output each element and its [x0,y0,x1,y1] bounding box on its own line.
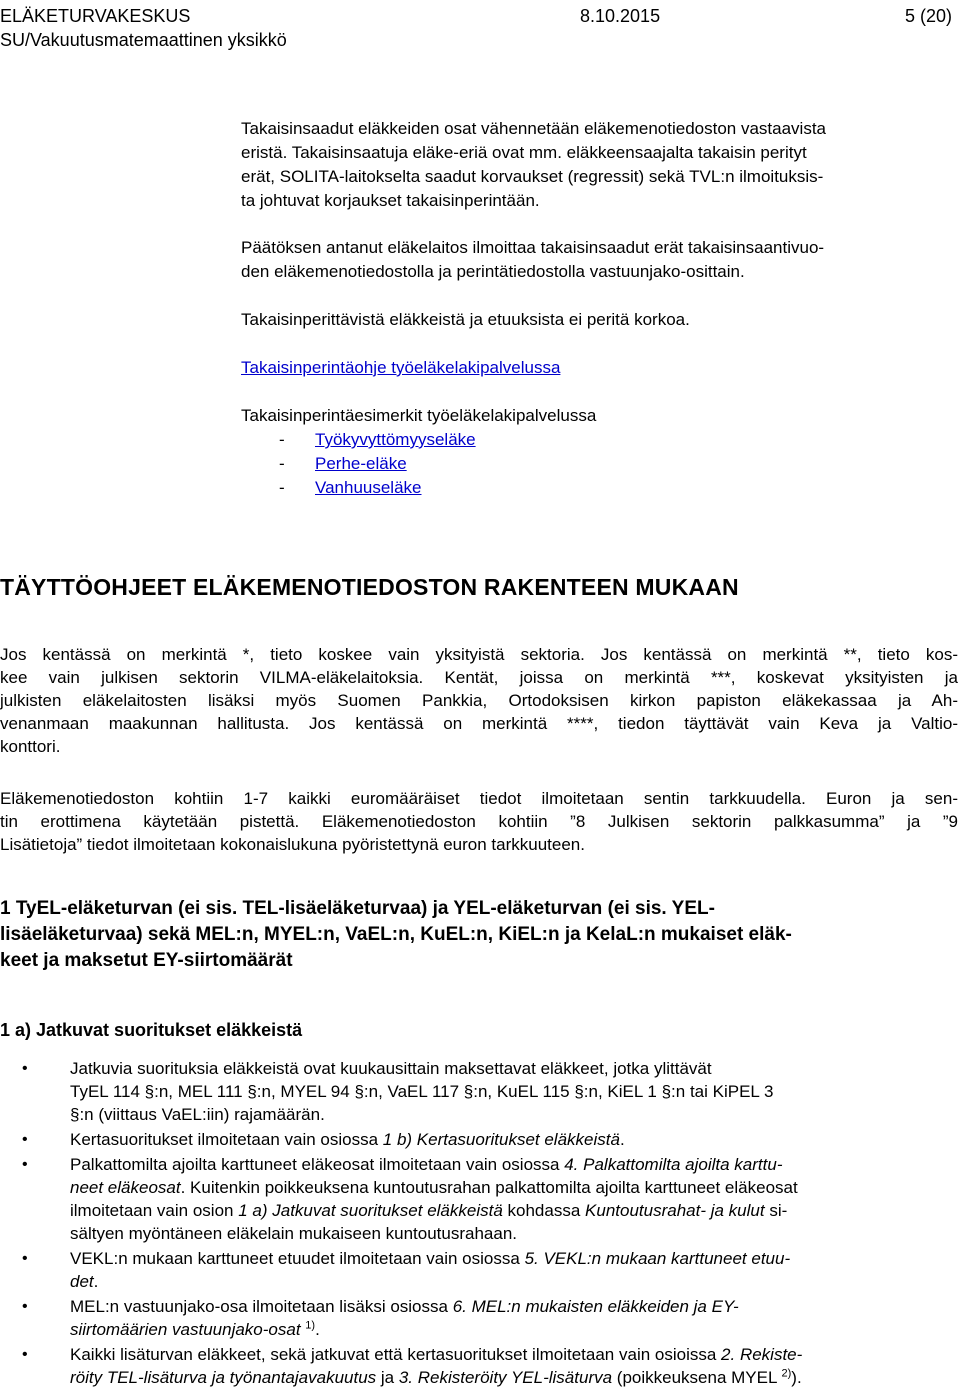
text-line: ta johtuvat korjaukset takaisinperintään. [241,191,540,210]
main-heading: TÄYTTÖOHJEET ELÄKEMENOTIEDOSTON RAKENTEEN MUKAAN [0,574,739,600]
bullet-icon: • [22,1156,28,1173]
text-run: ). [791,1368,802,1387]
text-line: den eläkemenotiedostolla ja perintätiedostolla vastuunjako-osittain. [241,262,745,281]
examples-block [241,404,941,500]
example-item [241,476,941,500]
section-reference: 3. Rekisteröity YEL-lisäturva [398,1368,613,1387]
text-run: ilmoitetaan vain osion [70,1201,239,1220]
list-item [0,1128,958,1151]
dash: - [279,478,285,497]
text-run: Kaikki lisäturvan eläkkeet, sekä jatkuvat että kertasuoritukset ilmoitetaan vain osioissa [70,1345,722,1364]
text-line: Jatkuvia suorituksia eläkkeistä ovat kuukausittain maksettavat eläkkeet, jotka ylittävät [70,1059,712,1078]
dash: - [279,430,285,449]
examples-label: Takaisinperintäesimerkit työeläkelakipalvelussa [241,406,597,425]
text-run: . Kuitenkin poikkeuksena kuntoutusrahan palkattomilta ajoilta karttuneet eläkeosat [180,1178,798,1197]
text-run: . [93,1272,99,1291]
section-1a-title: 1 a) Jatkuvat suoritukset eläkkeistä [0,1020,303,1040]
text-line [70,1153,958,1176]
text-line [70,1343,958,1366]
unit-name: SU/Vakuutusmatemaattinen yksikkö [0,30,287,50]
section-reference: Kuntoutusrahat- ja kulut [585,1201,765,1220]
text-line: konttori. [0,737,61,756]
recovery-guide-link[interactable]: Takaisinperintäohje työeläkelakipalvelussa [241,358,561,377]
text-line: Eläkemenotiedoston kohtiin 1-7 kaikki euromääräiset tiedot ilmoitetaan sentin tarkkuudella. Euron ja sen- [0,789,958,808]
bullet-icon: • [22,1298,28,1315]
section-reference: siirtomäärien vastuunjako-osat [70,1320,306,1339]
intro-paragraph-3: Takaisinperittävistä eläkkeistä ja etuuksista ei peritä korkoa. [241,310,690,329]
text-line [70,1199,958,1222]
section-reference: det [70,1272,94,1291]
intro-paragraph-2 [241,236,941,284]
text-line [70,1176,958,1199]
text-line: sältyen myöntäneen eläkelain mukaiseen kuntoutusrahaan. [70,1224,518,1243]
bullet-icon: • [22,1131,28,1148]
example-link-perhe-elake[interactable]: Perhe-eläke [315,454,407,473]
link-row [241,356,941,380]
text-line: §:n (viittaus VaEL:iin) rajamäärän. [70,1105,325,1124]
bullet-icon: • [22,1060,28,1077]
dash: - [279,454,285,473]
list-item [0,1343,958,1389]
text-line [70,1128,958,1151]
text-line [70,1247,958,1270]
text-line: 1 TyEL-eläketurvan (ei sis. TEL-lisäeläketurvaa) ja YEL-eläketurvan (ei sis. YEL- [0,898,715,919]
text-run: . [315,1320,320,1339]
footnote-marker: 2) [781,1367,792,1380]
list-item [0,1153,958,1245]
text-line: Jos kentässä on merkintä *, tieto koskee vain yksityistä sektoria. Jos kentässä on merkintä **, tieto kos- [0,645,958,664]
document-date: 8.10.2015 [580,6,661,26]
bullet-icon: • [22,1346,28,1363]
example-link-tyokyvyttomyyselake[interactable]: Työkyvyttömyyseläke [315,430,476,449]
organization-name: ELÄKETURVAKESKUS [0,6,191,26]
section-reference: neet eläkeosat [70,1178,181,1197]
text-run: Palkattomilta ajoilta karttuneet eläkeosat ilmoitetaan vain osiossa [70,1155,565,1174]
text-line: keet ja maksetut EY-siirtomäärät [0,950,293,971]
field-marking-paragraph [0,643,958,758]
text-line: venanmaan maakunnan hallitusta. Jos kentässä on merkintä ****, tiedon täyttävät vain Keva ja Valtio- [0,714,958,733]
example-link-vanhuuselake[interactable]: Vanhuuseläke [315,478,422,497]
footnote-marker: 1) [305,1319,316,1332]
text-line: erät, SOLITA-laitokselta saadut korvaukset (regressit) sekä TVL:n ilmoituksis- [241,167,824,186]
text-line: Päätöksen antanut eläkelaitos ilmoittaa takaisinsaadut erät takaisinsaantivuo- [241,238,825,257]
text-line [70,1318,958,1341]
list-item [0,1295,958,1341]
text-line: tin erottimena käytetään pistettä. Eläkemenotiedoston kohtiin ”8 Julkisen sektorin palkkasumma” ja ”9 [0,812,958,831]
text-line: eristä. Takaisinsaatuja eläke-eriä ovat mm. eläkkeensaajalta takaisin perityt [241,143,807,162]
text-run: . [619,1130,625,1149]
text-line: lisäeläketurvaa) sekä MEL:n, MYEL:n, VaEL:n, KuEL:n, KiEL:n ja KelaL:n mukaiset eläk- [0,924,792,945]
bullet-icon: • [22,1250,28,1267]
section-reference: 6. MEL:n mukaisten eläkkeiden ja EY- [452,1297,739,1316]
example-item [241,452,941,476]
section-reference: 1 b) Kertasuoritukset eläkkeistä [382,1130,620,1149]
section-reference: röity TEL-lisäturva ja työnantajavakuutus [70,1368,377,1387]
text-line [70,1366,958,1389]
text-run: Kertasuoritukset ilmoitetaan vain osiossa [70,1130,383,1149]
text-line: TyEL 114 §:n, MEL 111 §:n, MYEL 94 §:n, VaEL 117 §:n, KuEL 115 §:n, KiEL 1 §:n tai KiPEL 3 [70,1082,774,1101]
list-item [0,1057,958,1126]
text-run: (poikkeuksena MYEL [612,1368,782,1387]
page-number: 5 (20) [905,6,953,26]
section-reference: 4. Palkattomilta ajoilta karttu- [564,1155,783,1174]
text-run: si- [764,1201,788,1220]
text-line [70,1295,958,1318]
section-1-title [0,896,958,974]
text-run: kohdassa [502,1201,586,1220]
text-run: ja [376,1368,399,1387]
text-line: julkisten eläkelaitosten lisäksi myös Suomen Pankkia, Ortodoksisen kirkon papiston eläkekassaa ja Ah- [0,691,958,710]
text-run: VEKL:n mukaan karttuneet etuudet ilmoitetaan vain osiossa [70,1249,525,1268]
text-line: kee vain julkisen sektorin VILMA-eläkelaitoksia. Kentät, joissa on merkintä ***, koskevat yksityisten ja [0,668,958,687]
section-reference: 2. Rekiste- [721,1345,803,1364]
bullet-list [0,1057,958,1391]
euro-precision-paragraph [0,787,958,856]
example-item [241,428,941,452]
text-line [70,1270,958,1293]
list-item [0,1247,958,1293]
section-reference: 5. VEKL:n mukaan karttuneet etuu- [524,1249,791,1268]
text-line: Takaisinsaadut eläkkeiden osat vähennetään eläkemenotiedoston vastaavista [241,119,827,138]
text-line: Lisätietoja” tiedot ilmoitetaan kokonaislukuna pyöristettynä euron tarkkuuteen. [0,835,585,854]
section-reference: 1 a) Jatkuvat suoritukset eläkkeistä [238,1201,503,1220]
text-run: MEL:n vastuunjako-osa ilmoitetaan lisäksi osiossa [70,1297,453,1316]
intro-paragraph-1 [241,117,941,213]
